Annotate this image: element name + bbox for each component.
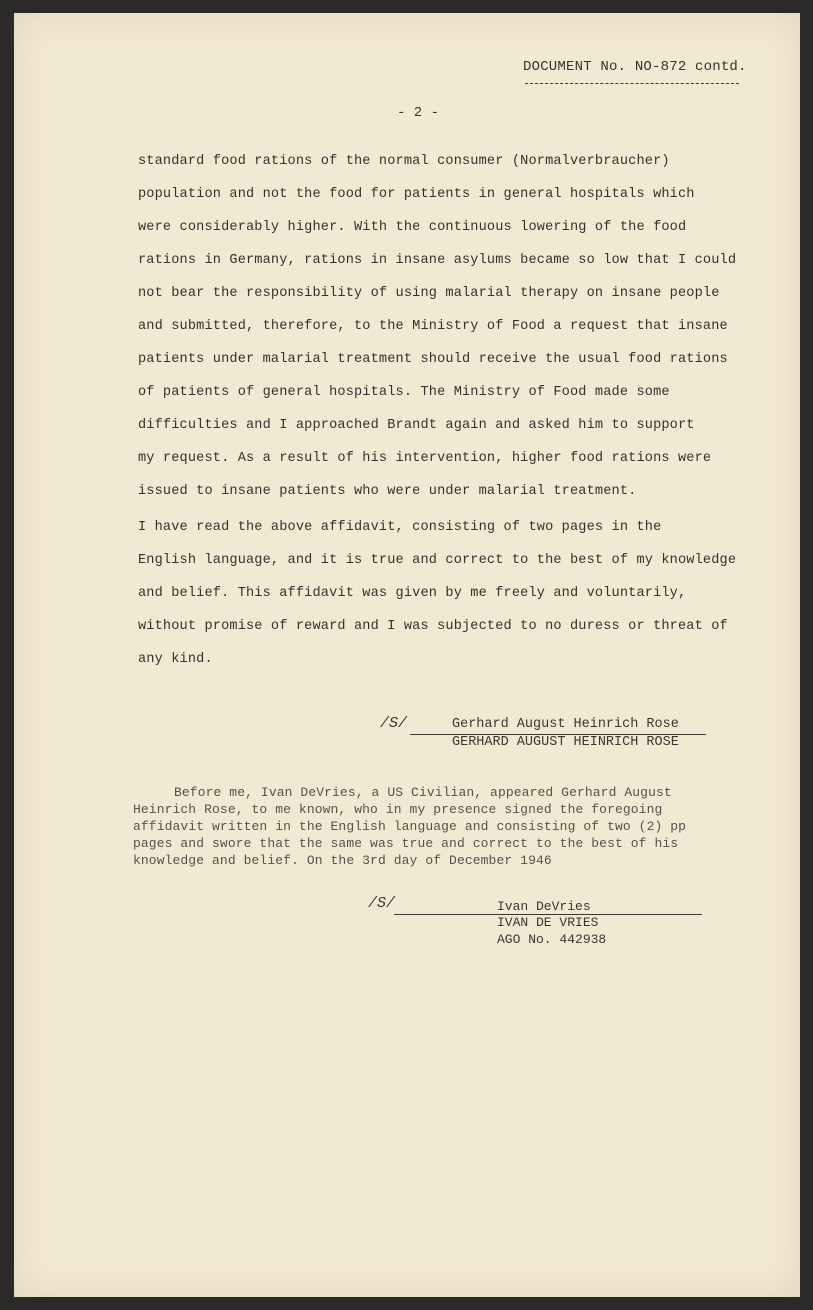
body-line: and belief. This affidavit was given by me freely and voluntarily, — [138, 586, 687, 601]
body-line: and submitted, therefore, to the Ministry of Food a request that insane — [138, 319, 728, 334]
jurat-line: pages and swore that the same was true and correct to the best of his — [133, 836, 679, 851]
body-line: were considerably higher. With the continuous lowering of the food — [138, 220, 687, 235]
body-line: rations in Germany, rations in insane asylums became so low that I could — [138, 253, 737, 268]
jurat-line: Heinrich Rose, to me known, who in my presence signed the foregoing — [133, 802, 663, 817]
page-number: - 2 - — [397, 105, 440, 121]
body-line: standard food rations of the normal consumer (Normalverbraucher) — [138, 154, 670, 169]
body-line: patients under malarial treatment should receive the usual food rations — [138, 352, 728, 367]
body-line: without promise of reward and I was subjected to no duress or threat of — [138, 619, 728, 634]
affiant-typed-name: GERHARD AUGUST HEINRICH ROSE — [452, 735, 679, 750]
body-line: difficulties and I approached Brandt again and asked him to support — [138, 418, 695, 433]
signature-mark: /S/ — [368, 895, 396, 912]
body-line: issued to insane patients who were under malarial treatment. — [138, 484, 637, 499]
body-line: I have read the above affidavit, consisting of two pages in the — [138, 520, 662, 535]
document-page — [14, 13, 800, 1297]
jurat-line: Before me, Ivan DeVries, a US Civilian, appeared Gerhard August — [174, 785, 672, 800]
signature-mark: /S/ — [380, 715, 408, 732]
witness-ago-number: AGO No. 442938 — [497, 932, 607, 947]
body-line: population and not the food for patients in general hospitals which — [138, 187, 695, 202]
document-reference: DOCUMENT No. NO-872 contd. — [523, 59, 747, 75]
body-line: English language, and it is true and correct to the best of my knowledge — [138, 553, 737, 568]
body-line: not bear the responsibility of using malarial therapy on insane people — [138, 286, 720, 301]
header-underline — [525, 83, 739, 84]
jurat-line: knowledge and belief. On the 3rd day of December 1946 — [133, 853, 552, 868]
witness-typed-name: IVAN DE VRIES — [497, 915, 599, 930]
affiant-signed-name: Gerhard August Heinrich Rose — [452, 717, 679, 732]
body-line: of patients of general hospitals. The Ministry of Food made some — [138, 385, 670, 400]
body-line: my request. As a result of his intervention, higher food rations were — [138, 451, 712, 466]
witness-signed-name: Ivan DeVries — [497, 899, 591, 914]
jurat-line: affidavit written in the English language and consisting of two (2) pp — [133, 819, 687, 834]
body-line: any kind. — [138, 652, 213, 667]
